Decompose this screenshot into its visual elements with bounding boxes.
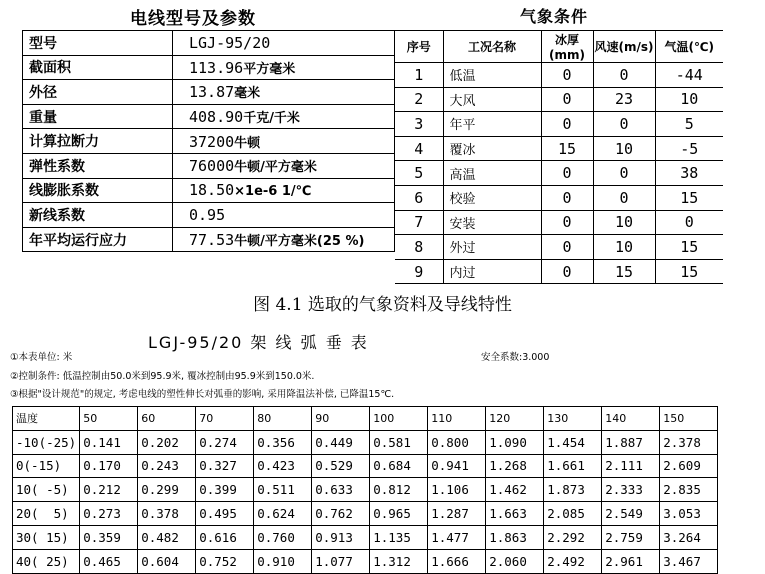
table-cell: 38: [655, 161, 723, 186]
header-row: [13, 407, 718, 431]
param-label: 弹性系数: [23, 153, 173, 178]
table-cell: 10: [593, 210, 655, 235]
table-cell: 15: [655, 235, 723, 260]
table-cell: 0.913: [312, 525, 370, 549]
param-unit: 平方毫米: [243, 61, 296, 77]
column-header: 50: [80, 407, 138, 431]
table-cell: 0.273: [80, 502, 138, 526]
table-cell: 0.760: [254, 525, 312, 549]
table-cell: 0.762: [312, 502, 370, 526]
table-cell: 0.812: [370, 478, 428, 502]
param-label: 新线系数: [23, 203, 173, 228]
table-cell: 0.356: [254, 430, 312, 454]
table-cell: 15: [655, 259, 723, 284]
param-label: 外径: [23, 80, 173, 105]
table-cell: 0.141: [80, 430, 138, 454]
table-cell: -44: [655, 63, 723, 88]
table-cell: 0: [541, 210, 593, 235]
param-unit: 牛顿/平方毫米(25 %): [234, 234, 365, 250]
param-unit: 牛顿: [234, 135, 261, 151]
figure-caption: 图 4.1 选取的气象资料及导线特性: [253, 295, 512, 315]
table-cell: 0.616: [196, 525, 254, 549]
table-cell: 0.449: [312, 430, 370, 454]
table-cell: 1.663: [486, 502, 544, 526]
column-header: 130: [544, 407, 602, 431]
table-cell: 0.495: [196, 502, 254, 526]
table-cell: 1.661: [544, 454, 602, 478]
table-cell: 0.624: [254, 502, 312, 526]
table-row: [395, 136, 723, 161]
column-header: 60: [138, 407, 196, 431]
table-cell: 2.333: [602, 478, 660, 502]
table-cell: 1.863: [486, 525, 544, 549]
table-cell: 0: [593, 112, 655, 137]
table-cell: 0: [541, 87, 593, 112]
param-value-cell: [173, 227, 395, 252]
param-label: 截面积: [23, 55, 173, 80]
table-cell: 0.423: [254, 454, 312, 478]
table-cell: 0: [541, 112, 593, 137]
weather-table-title: 气象条件: [520, 7, 589, 26]
table-cell: 0: [541, 185, 593, 210]
table-cell: 0: [541, 259, 593, 284]
table-cell: 1.666: [428, 549, 486, 573]
table-cell: 1.090: [486, 430, 544, 454]
table-cell: 0: [541, 235, 593, 260]
param-value: LGJ-95/20: [189, 33, 271, 52]
wire-parameters-table: [22, 30, 395, 252]
param-value-cell: [173, 129, 395, 154]
table-cell: 9: [395, 259, 443, 284]
table-cell: 0.482: [138, 525, 196, 549]
table-cell: 1.312: [370, 549, 428, 573]
param-value: 77.53: [189, 231, 235, 250]
column-header: 序号: [395, 31, 443, 63]
sag-note-control: ②控制条件: 低温控制由50.0米到95.9米, 覆冰控制由95.9米到150.0米.: [10, 371, 315, 382]
table-cell: 年平: [443, 112, 541, 137]
column-header: 150: [660, 407, 718, 431]
table-cell: 1.887: [602, 430, 660, 454]
table-cell: 2.759: [602, 525, 660, 549]
table-cell: 高温: [443, 161, 541, 186]
table-cell: 覆冰: [443, 136, 541, 161]
table-cell: 23: [593, 87, 655, 112]
wire-table-title: 电线型号及参数: [130, 9, 256, 29]
table-cell: 校验: [443, 185, 541, 210]
param-value-cell: [173, 80, 395, 105]
column-header: 140: [602, 407, 660, 431]
table-cell: 1.268: [486, 454, 544, 478]
table-row: [23, 55, 395, 80]
param-unit: 千克/千米: [243, 111, 300, 127]
table-row: [395, 63, 723, 88]
column-header: 风速(m/s): [593, 31, 655, 63]
table-cell: 0.581: [370, 430, 428, 454]
table-cell: 0.910: [254, 549, 312, 573]
table-cell: 15: [655, 185, 723, 210]
table-cell: 0.327: [196, 454, 254, 478]
table-row: [395, 210, 723, 235]
table-row: [23, 203, 395, 228]
param-value: 76000: [189, 157, 235, 176]
table-row: [23, 129, 395, 154]
param-value: 113.96: [189, 58, 244, 77]
table-cell: 0.274: [196, 430, 254, 454]
param-label: 年平均运行应力: [23, 227, 173, 252]
table-row: [23, 178, 395, 203]
table-cell: 1.454: [544, 430, 602, 454]
column-header: 温度: [13, 407, 80, 431]
table-cell: 10: [593, 136, 655, 161]
table-cell: 10: [593, 235, 655, 260]
table-cell: 4: [395, 136, 443, 161]
safety-factor: 安全系数:3.000: [481, 352, 550, 363]
table-row: [13, 525, 718, 549]
weather-conditions-table: [395, 30, 723, 284]
table-row: [23, 153, 395, 178]
param-label: 重量: [23, 104, 173, 129]
param-value-cell: [173, 178, 395, 203]
table-cell: 0: [593, 161, 655, 186]
table-cell: 2: [395, 87, 443, 112]
table-cell: 15: [593, 259, 655, 284]
table-cell: 0.465: [80, 549, 138, 573]
column-header: 冰厚(mm): [541, 31, 593, 63]
column-header: 80: [254, 407, 312, 431]
table-cell: 3: [395, 112, 443, 137]
param-label: 线膨胀系数: [23, 178, 173, 203]
param-value: 18.50: [189, 181, 235, 200]
table-cell: 30( 15): [13, 525, 80, 549]
table-row: [395, 259, 723, 284]
table-cell: 0.399: [196, 478, 254, 502]
table-cell: 6: [395, 185, 443, 210]
table-cell: 1: [395, 63, 443, 88]
table-cell: 1.287: [428, 502, 486, 526]
param-unit: ×1e-6 1/℃: [234, 184, 312, 200]
table-cell: 大风: [443, 87, 541, 112]
param-value-cell: [173, 153, 395, 178]
table-cell: 0.965: [370, 502, 428, 526]
table-cell: 8: [395, 235, 443, 260]
table-cell: 0.212: [80, 478, 138, 502]
table-cell: 2.609: [660, 454, 718, 478]
table-cell: 低温: [443, 63, 541, 88]
table-cell: 2.111: [602, 454, 660, 478]
table-cell: 1.106: [428, 478, 486, 502]
table-cell: 0.604: [138, 549, 196, 573]
table-row: [395, 235, 723, 260]
table-cell: 内过: [443, 259, 541, 284]
param-label: 计算拉断力: [23, 129, 173, 154]
table-cell: 2.060: [486, 549, 544, 573]
table-cell: 1.077: [312, 549, 370, 573]
table-cell: 安装: [443, 210, 541, 235]
table-row: [13, 502, 718, 526]
table-row: [23, 80, 395, 105]
table-cell: 0.941: [428, 454, 486, 478]
table-cell: 2.835: [660, 478, 718, 502]
table-row: [395, 112, 723, 137]
table-cell: 0.378: [138, 502, 196, 526]
param-value: 408.90: [189, 108, 244, 127]
table-cell: 3.264: [660, 525, 718, 549]
table-row: [23, 227, 395, 252]
table-cell: 2.292: [544, 525, 602, 549]
param-value-cell: [173, 31, 395, 56]
table-cell: 0.511: [254, 478, 312, 502]
table-cell: 外过: [443, 235, 541, 260]
table-row: [13, 478, 718, 502]
table-cell: 0.359: [80, 525, 138, 549]
table-cell: 1.135: [370, 525, 428, 549]
column-header: 90: [312, 407, 370, 431]
table-row: [395, 185, 723, 210]
sag-note-unit: ①本表单位: 米: [10, 352, 73, 363]
param-label: 型号: [23, 31, 173, 56]
table-cell: 0.299: [138, 478, 196, 502]
table-cell: -5: [655, 136, 723, 161]
table-cell: 2.549: [602, 502, 660, 526]
table-cell: 0: [541, 63, 593, 88]
table-row: [23, 104, 395, 129]
table-cell: 0(-15): [13, 454, 80, 478]
table-cell: 0: [541, 161, 593, 186]
table-cell: 0.633: [312, 478, 370, 502]
table-row: [13, 454, 718, 478]
table-cell: 10( -5): [13, 478, 80, 502]
table-row: [395, 161, 723, 186]
table-cell: 10: [655, 87, 723, 112]
table-row: [13, 430, 718, 454]
column-header: 70: [196, 407, 254, 431]
param-value-cell: [173, 104, 395, 129]
table-cell: 0.684: [370, 454, 428, 478]
column-header: 120: [486, 407, 544, 431]
table-cell: 0: [593, 63, 655, 88]
table-cell: 2.961: [602, 549, 660, 573]
table-cell: 2.085: [544, 502, 602, 526]
table-cell: 3.053: [660, 502, 718, 526]
table-cell: 0.529: [312, 454, 370, 478]
table-cell: 1.462: [486, 478, 544, 502]
table-cell: 2.378: [660, 430, 718, 454]
table-cell: 1.873: [544, 478, 602, 502]
column-header: 工况名称: [443, 31, 541, 63]
param-value: 13.87: [189, 83, 235, 102]
sag-note-compensation: ③根据"设计规范"的规定, 考虑电线的塑性伸长对弧垂的影响, 采用降温法补偿, 已降温15℃.: [10, 389, 395, 400]
column-header: 气温(℃): [655, 31, 723, 63]
table-cell: 0: [655, 210, 723, 235]
param-value-cell: [173, 203, 395, 228]
table-row: [395, 87, 723, 112]
table-cell: 0.800: [428, 430, 486, 454]
table-cell: 1.477: [428, 525, 486, 549]
param-value: 37200: [189, 132, 235, 151]
table-cell: 40( 25): [13, 549, 80, 573]
table-cell: 0: [593, 185, 655, 210]
column-header: 110: [428, 407, 486, 431]
param-unit: 毫米: [234, 86, 261, 102]
table-cell: 0.243: [138, 454, 196, 478]
param-value: 0.95: [189, 205, 226, 224]
table-cell: 0.752: [196, 549, 254, 573]
sag-table: [12, 406, 718, 574]
table-cell: 15: [541, 136, 593, 161]
table-cell: 5: [655, 112, 723, 137]
column-header: 100: [370, 407, 428, 431]
table-cell: 7: [395, 210, 443, 235]
table-cell: 0.170: [80, 454, 138, 478]
table-cell: 5: [395, 161, 443, 186]
table-row: [23, 31, 395, 56]
table-cell: 3.467: [660, 549, 718, 573]
param-unit: 牛顿/平方毫米: [234, 160, 317, 176]
table-cell: 20( 5): [13, 502, 80, 526]
table-cell: 0.202: [138, 430, 196, 454]
param-value-cell: [173, 55, 395, 80]
table-row: [13, 549, 718, 573]
sag-table-title: LGJ-95/20 架 线 弧 垂 表: [148, 333, 369, 352]
table-cell: -10(-25): [13, 430, 80, 454]
table-cell: 2.492: [544, 549, 602, 573]
